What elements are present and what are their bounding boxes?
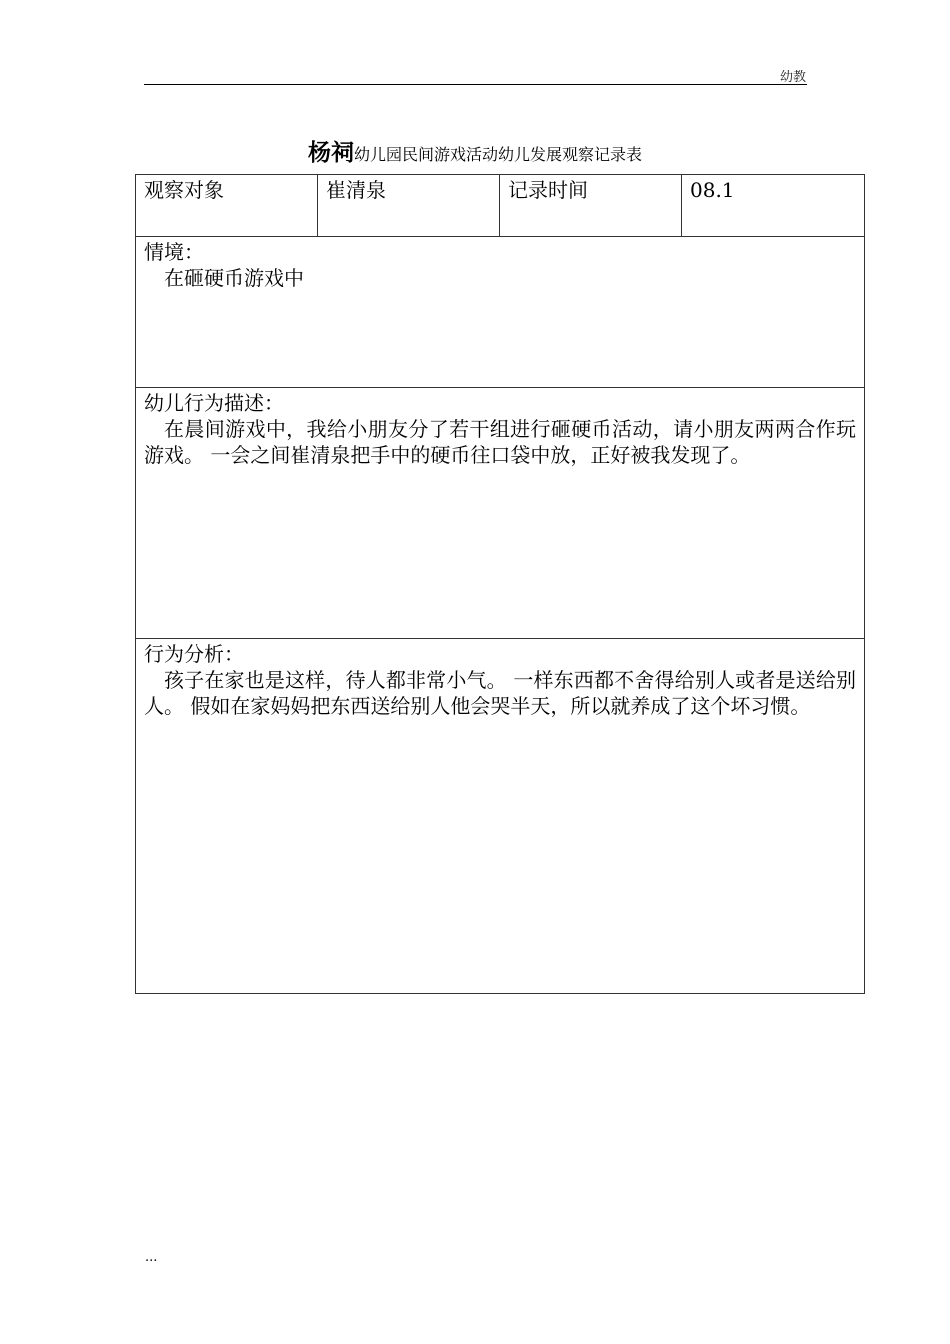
record-time-label: 记录时间 [500, 175, 682, 237]
page-header-text: 幼教 [779, 70, 806, 85]
description-cell [136, 388, 865, 639]
context-text: 在砸硬币游戏中 [164, 266, 304, 290]
analysis-text: 孩子在家也是这样，待人都非常小气。 一样东西都不舍得给别人或者是送给别人。 假如在家妈妈把东西送给别人他会哭半天，所以就养成了这个坏习惯。 [144, 668, 856, 718]
context-row [136, 237, 865, 388]
document-title [0, 134, 950, 167]
analysis-label: 行为分析： [144, 642, 244, 666]
page-footer-text: ... [145, 1250, 158, 1265]
header-rule [144, 84, 807, 85]
observe-target-value: 崔清泉 [318, 175, 500, 237]
record-time-value: 08.1 [682, 175, 865, 237]
context-label: 情境： [144, 240, 204, 264]
description-label: 幼儿行为描述： [144, 391, 284, 415]
context-cell [136, 237, 865, 388]
observe-target-label: 观察对象 [136, 175, 318, 237]
description-row [136, 388, 865, 639]
analysis-row [136, 639, 865, 994]
analysis-cell [136, 639, 865, 994]
observation-record-table [135, 174, 865, 994]
title-kindergarten-name: 杨祠 [307, 140, 354, 166]
title-form-name: 幼儿园民间游戏活动幼儿发展观察记录表 [353, 145, 642, 164]
description-text: 在晨间游戏中，我给小朋友分了若干组进行砸硬币活动，请小朋友两两合作玩游戏。 一会之间崔清泉把手中的硬币往口袋中放，正好被我发现了。 [144, 417, 856, 467]
info-row [136, 175, 865, 237]
